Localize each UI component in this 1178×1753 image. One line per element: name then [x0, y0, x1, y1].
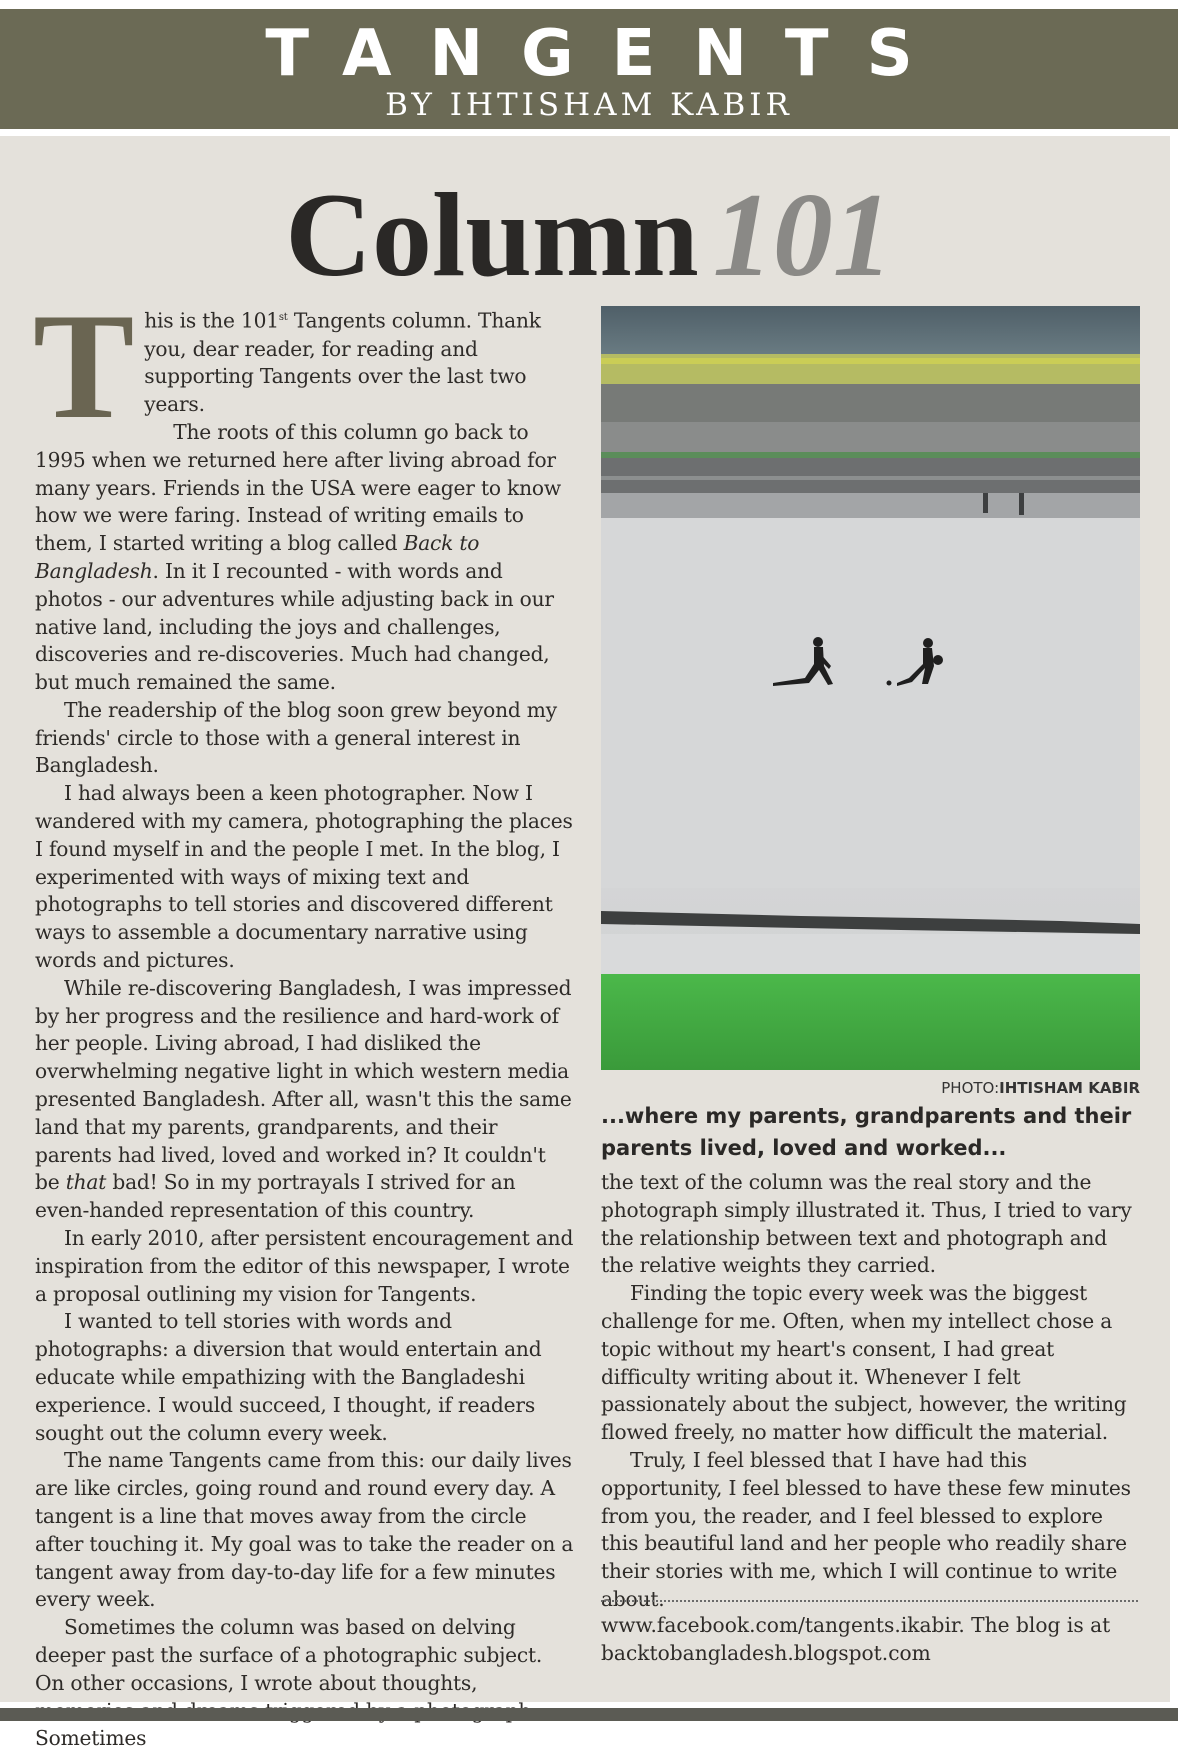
- masthead-byline: BY IHTISHAM KABIR: [385, 87, 793, 123]
- article-title: [0, 165, 1178, 305]
- body-column-left: [33, 282, 575, 1753]
- paragraph-10: the text of the column was the real story and the photograph simply illustrated it. Thus, I tried to vary the relationship between text and photograph and the relative weights they carried.: [601, 1170, 1132, 1278]
- drop-cap: T: [33, 282, 135, 450]
- footer-note: www.facebook.com/tangents.ikabir. The blog is at backtobangladesh.blogspot.com: [601, 1613, 1111, 1665]
- distant-figure: [1019, 493, 1024, 515]
- landscape-photo: [601, 306, 1140, 1070]
- body-column-right: [601, 1169, 1141, 1614]
- blog-title: Back to Bangladesh: [35, 531, 480, 583]
- paragraph-11: Finding the topic every week was the biggest challenge for me. Often, when my intellect chose a topic without my heart's consent, I had great difficulty writing about it. Whenever I felt passionately about the subject, however, the writing flowed freely, no matter how difficult the material.: [601, 1281, 1127, 1445]
- photographer-name: IHTISHAM KABIR: [999, 1079, 1140, 1097]
- tilled-soil: [601, 458, 1140, 493]
- paragraph-4: I had always been a keen photographer. Now I wandered with my camera, photographing the places I found myself in and the people I met. In the blog, I experimented with ways of mixing text and photographs to tell stories and discovered different ways to assemble a documentary narrative using words and pictures.: [35, 781, 573, 973]
- paragraph-7: I wanted to tell stories with words and photographs: a diversion that would entertain and educate while empathizing with the Bangladeshi experience. I would succeed, I thought, if readers sought out the column every week.: [35, 1309, 542, 1445]
- paragraph-9: Sometimes the column was based on delving deeper past the surface of a photographic subject. On other occasions, I wrote about thoughts, Sometimes: [35, 1615, 543, 1751]
- tree-line: [601, 306, 1140, 356]
- title-word: Column: [285, 168, 699, 301]
- paragraph-12: Truly, I feel blessed that I have had this opportunity, I feel blessed to have these few minutes from you, the reader, and I feel blessed to explore this beautiful land and her people who readily share their stories with me, which I will continue to write about.: [601, 1447, 1131, 1611]
- photo-credit: PHOTO:IHTISHAM KABIR: [941, 1079, 1140, 1097]
- paragraph-3: The readership of the blog soon grew beyond my friends' circle to those with a general interest in Bangladesh.: [35, 697, 557, 778]
- paragraph-5: While re-discovering Bangladesh, I was impressed by her progress and the resilience and hard-work of her people. Living abroad, I had disliked the overwhelming negative light in which western media presented Bangladesh. After all, wasn't this the same land that my parents, grandparents, and their parents had lived, loved and worked in? It couldn't be that bad! So in my portrayals I strived for an even-handed representation of this country.: [35, 975, 572, 1223]
- rice-field: [601, 974, 1140, 1070]
- masthead-title: TANGENTS: [265, 17, 951, 91]
- water-surface: [601, 518, 1140, 888]
- paragraph-2: The roots of this column go back to 1995 when we returned here after living abroad for many years. Friends in the USA were eager to know how we were faring. Instead of writing emails to them, I started writing a blog called Back to Bangladesh. In it I recounted - with words and photos - our adventures while adjusting back in our native land, including the joys and challenges, discoveries and re-discoveries. Much had changed, but much remained the same.: [35, 419, 561, 695]
- paragraph-6: In early 2010, after persistent encouragement and inspiration from the editor of this newspaper, I wrote a proposal outlining my vision for Tangents.: [35, 1226, 574, 1306]
- masthead: [0, 9, 1178, 129]
- mud-band: [601, 422, 1140, 452]
- paragraph-8: The name Tangents came from this: our daily lives are like circles, going round and round every day. A tangent is a line that moves away from the circle after touching it. My goal was to take the reader on a tangent away from day-to-day life for a few minutes every week.: [35, 1448, 574, 1612]
- paragraph-1: his is the 101st Tangents column. Thank you, dear reader, for reading and supporting Tangents over the last two years.: [144, 308, 541, 417]
- distant-figure: [983, 493, 988, 513]
- dotted-divider: [601, 1600, 1138, 1602]
- title-number: 101: [712, 168, 893, 301]
- bottom-rule: [0, 1708, 1178, 1721]
- field-band: [601, 384, 1140, 422]
- photo-caption: ...where my parents, grandparents and their parents lived, loved and worked...: [601, 1104, 1132, 1160]
- ordinal-suffix: st: [278, 312, 288, 323]
